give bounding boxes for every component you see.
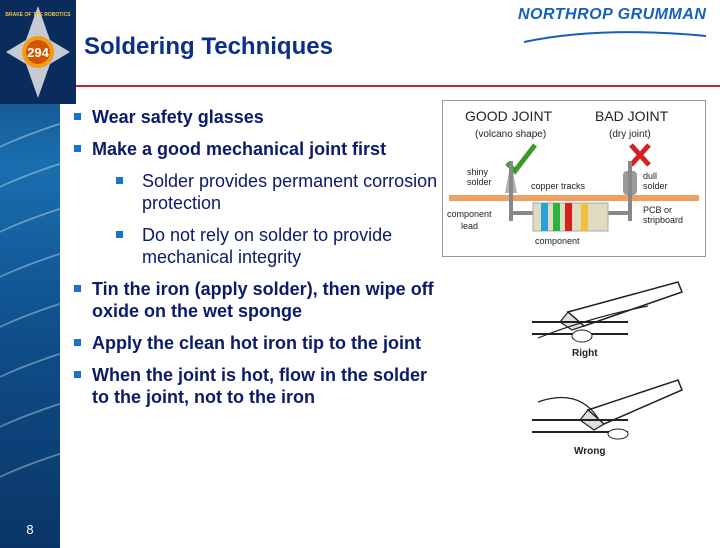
title-divider [76,85,720,87]
northrop-grumman-logo: NORTHROP GRUMMAN [518,6,707,23]
component-lead-label: component [447,209,492,219]
iron-right-illustration [528,278,688,362]
brand-swoosh-icon [520,24,710,46]
shiny-solder-label: shiny [467,167,489,177]
sub-bullet-item: Do not rely on solder to provide mechanical integrity [72,224,442,268]
joint-diagram [442,100,706,257]
good-joint-title: GOOD JOINT [465,108,553,124]
iron-right-label: Right [572,348,598,359]
iron-wrong-illustration [528,378,688,462]
pcb-label: PCB or [643,205,673,215]
bad-joint-title: BAD JOINT [595,108,669,124]
dull-solder-label: dull [643,171,658,181]
iron-wrong-label: Wrong [574,446,606,457]
page-number: 8 [26,522,34,537]
component-lead-label-2: lead [461,221,479,231]
team-logo [0,0,76,104]
pcb-label-2: stripboard [643,215,684,225]
bullet-item: Tin the iron (apply solder), then wipe off oxide on the wet sponge [72,278,442,322]
shiny-solder-label-2: solder [467,177,492,187]
good-joint-subtitle: (volcano shape) [475,129,547,140]
bullet-item: When the joint is hot, flow in the solder to the joint, not to the iron [72,364,442,408]
copper-track [449,195,699,201]
bad-joint-subtitle: (dry joint) [609,129,651,140]
logo-number: 294 [27,45,49,60]
slide-title: Soldering Techniques [84,33,333,60]
copper-tracks-label: copper tracks [531,181,586,191]
component-label: component [535,236,580,246]
bullet-item: Make a good mechanical joint first [72,138,442,160]
logo-text-top: BRAKE OF THE ROBOTICS [5,12,71,18]
bullet-item: Wear safety glasses [72,106,442,128]
cross-icon [631,145,649,165]
bullet-item: Apply the clean hot iron tip to the joint [72,332,442,354]
dull-solder-label-2: solder [643,181,668,191]
bullet-list [72,106,442,418]
sub-bullet-item: Solder provides permanent corrosion protection [72,170,442,214]
